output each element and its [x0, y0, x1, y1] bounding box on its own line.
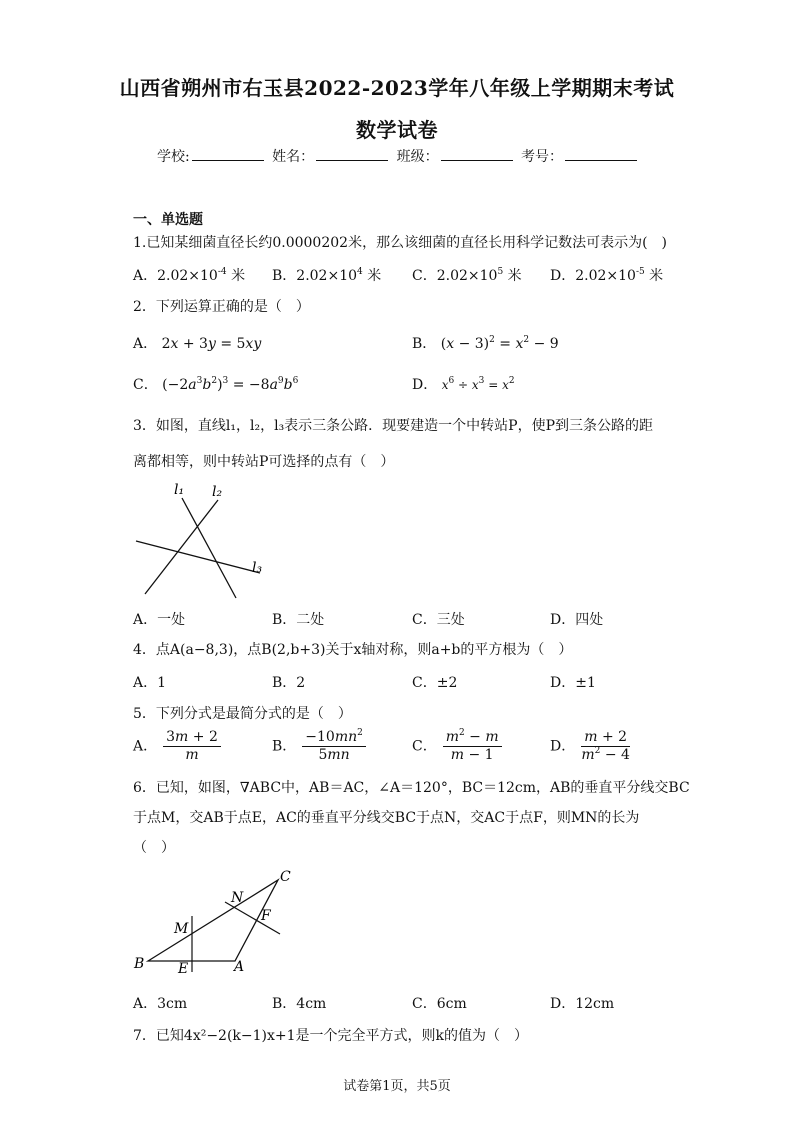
point-c: C — [280, 869, 291, 885]
question-5-stem: 5．下列分式是最简分式的是（ ） — [133, 706, 352, 722]
q3-option-b[interactable]: B．二处 — [272, 612, 325, 628]
q6-option-a[interactable]: A．3cm — [133, 996, 188, 1012]
q5-option-c[interactable] — [412, 729, 502, 764]
q5-a-fraction: $\frac{3m + 2}{m}$ — [163, 729, 221, 764]
class-label: 班级： — [396, 149, 439, 165]
question-3-stem-line2: 离都相等，则中转站P可选择的点有（ ） — [133, 454, 395, 470]
q6-option-d[interactable]: D．12cm — [550, 996, 615, 1012]
q2-a-expr: 2x + 3y = 5xy — [161, 336, 262, 352]
q2-option-d[interactable] — [412, 374, 515, 394]
q6-triangle-figure — [130, 862, 300, 977]
point-b: B — [134, 956, 145, 972]
q2-b-expr: $(x - 3)^2 = x^2 - 9$ — [440, 335, 559, 352]
page-footer: 试卷第1页，共5页 — [343, 1079, 451, 1094]
question-6-line1: 6．已知，如图，∇ABC中，AB＝AC，∠A＝120°，BC＝12cm，AB的垂直平分线交BC — [133, 780, 690, 796]
q1-b-base: 2.02×10 — [296, 268, 358, 284]
q4-option-a[interactable]: A．1 — [133, 675, 167, 691]
q5-option-a[interactable] — [133, 729, 221, 764]
question-7-stem: 7．已知4x²−2(k−1)x+1是一个完全平方式，则k的值为（ ） — [133, 1028, 529, 1044]
question-6-line2: 于点M，交AB于点E，AC的垂直平分线交BC于点N，交AC于点F，则MN的长为 — [133, 810, 640, 826]
student-info-line — [0, 146, 794, 166]
q1-option-c[interactable] — [412, 265, 522, 285]
point-e: E — [178, 961, 189, 977]
question-2-stem: 2．下列运算正确的是（ ） — [133, 299, 310, 315]
q3-option-c[interactable]: C．三处 — [412, 612, 465, 628]
label-l2: l₂ — [212, 484, 223, 500]
q1-a-label: A． — [133, 268, 158, 284]
q5-c-label: C． — [412, 738, 437, 755]
q1-c-base: 2.02×10 — [436, 268, 498, 284]
q1-c-exp: 5 — [497, 267, 504, 277]
q1-option-d[interactable] — [550, 265, 663, 285]
q5-a-label: A． — [133, 738, 158, 755]
q1-c-label: C． — [412, 268, 437, 284]
q3-option-a[interactable]: A．一处 — [133, 612, 186, 628]
section-heading: 一、单选题 — [133, 212, 203, 228]
school-label: 学校: — [156, 149, 190, 165]
point-a: A — [234, 959, 245, 975]
label-l1: l₁ — [174, 482, 185, 498]
question-1-stem: 1.已知某细菌直径长约0.0000202米，那么该细菌的直径长用科学记数法可表示为( ) — [133, 235, 667, 251]
point-m: M — [174, 921, 189, 937]
q5-c-fraction: $\frac{m^2 - m}{m - 1}$ — [443, 729, 502, 764]
point-n: N — [231, 890, 244, 906]
q2-c-expr: $(-2a^3b^2)^3 = -8a^9b^6$ — [162, 376, 299, 393]
label-l3: l₃ — [252, 560, 263, 576]
q2-b-label: B． — [412, 336, 437, 352]
exam-subtitle: 数学试卷 — [356, 118, 438, 142]
question-6-line3: （ ） — [133, 840, 175, 856]
q1-d-label: D． — [550, 268, 576, 284]
q5-option-b[interactable] — [272, 729, 366, 764]
question-4-stem: 4．点A(a−8,3)，点B(2,b+3)关于x轴对称，则a+b的平方根为（ ） — [133, 642, 573, 658]
q5-d-label: D． — [550, 738, 576, 755]
q6-option-b[interactable]: B．4cm — [272, 996, 327, 1012]
point-f: F — [261, 908, 271, 924]
line-l1 — [182, 498, 236, 598]
q1-option-a[interactable] — [133, 265, 245, 285]
q1-d-unit: 米 — [644, 268, 664, 284]
q2-option-c[interactable] — [133, 374, 298, 394]
q2-d-label: D． — [412, 377, 438, 393]
q5-b-fraction: $\frac{-10mn^2}{5mn}$ — [302, 729, 366, 764]
q6-option-c[interactable]: C．6cm — [412, 996, 467, 1012]
exam-title: 山西省朔州市右玉县2022-2023学年八年级上学期期末考试 — [119, 76, 675, 100]
id-label: 考号： — [521, 149, 564, 165]
q1-b-unit: 米 — [362, 268, 382, 284]
q1-b-exp: 4 — [357, 267, 363, 277]
q1-a-unit: 米 — [226, 268, 246, 284]
q5-b-label: B． — [272, 738, 297, 755]
q2-option-b[interactable] — [412, 333, 559, 353]
q1-c-unit: 米 — [503, 268, 522, 284]
q1-d-base: 2.02×10 — [575, 268, 636, 284]
line-l3 — [136, 541, 260, 573]
q5-option-d[interactable] — [550, 729, 630, 764]
q3-lines-figure — [130, 478, 280, 603]
name-label: 姓名： — [272, 149, 315, 165]
school-field[interactable] — [192, 148, 264, 161]
class-field[interactable] — [441, 148, 513, 161]
q1-d-exp: -5 — [635, 267, 645, 277]
q5-d-fraction: $\frac{m + 2}{m^2 - 4}$ — [581, 729, 630, 763]
q1-b-label: B． — [272, 268, 297, 284]
q4-option-b[interactable]: B．2 — [272, 675, 306, 691]
triangle-abc — [148, 880, 278, 961]
q3-option-d[interactable]: D．四处 — [550, 612, 604, 628]
name-field[interactable] — [316, 148, 388, 161]
q1-option-b[interactable] — [272, 265, 381, 285]
q2-c-label: C． — [133, 377, 158, 393]
line-l2 — [145, 500, 218, 594]
q1-a-base: 2.02×10 — [157, 268, 218, 284]
q2-d-expr: $x^6 \div x^3 = x^2$ — [441, 376, 515, 392]
question-3-stem-line1: 3．如图，直线l₁，l₂，l₃表示三条公路．现要建造一个中转站P，使P到三条公路的距 — [133, 418, 654, 434]
q2-a-label: A． — [133, 336, 158, 352]
q2-option-a[interactable] — [133, 333, 261, 353]
id-field[interactable] — [565, 148, 637, 161]
q4-option-c[interactable]: C．±2 — [412, 675, 458, 691]
q1-a-exp: -4 — [217, 267, 227, 277]
q4-option-d[interactable]: D．±1 — [550, 675, 596, 691]
